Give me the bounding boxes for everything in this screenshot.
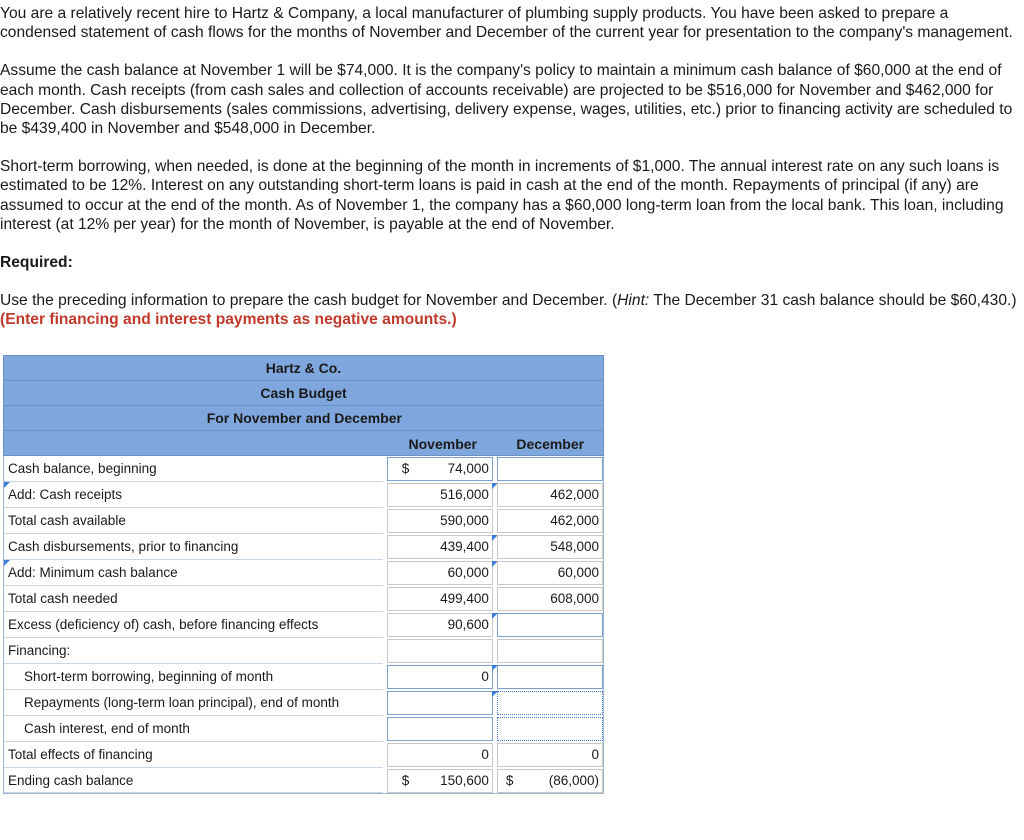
table-row [3,456,604,482]
table-row [3,508,604,534]
row-label: Ending cash balance [4,768,383,793]
cell-nov[interactable] [387,483,493,507]
cell-nov[interactable] [387,613,493,637]
company-name: Hartz & Co. [265,360,342,376]
cell-nov[interactable] [387,717,493,741]
table-row [3,534,604,560]
cell-dec[interactable] [497,613,603,637]
cell-value: 0 [591,747,600,762]
table-row [3,482,604,508]
table-row [3,664,604,690]
row-label: Add: Minimum cash balance [4,560,383,586]
cell-value: 150,600 [440,773,489,788]
cell-nov[interactable] [387,769,493,793]
dollar-sign: $ [401,461,410,476]
cell-nov[interactable] [387,691,493,715]
cell-dec[interactable] [497,509,603,533]
cell-dec [497,639,603,663]
row-label: Excess (deficiency of) cash, before financing effects [4,612,383,638]
problem-paragraph-1: You are a relatively recent hire to Hartz & Company, a local manufacturer of plumbing supply products. You have been asked to prepare a condensed statement of cash flows for the months of November and December of the current year for presentation to the company's management. [0,5,1013,42]
cell-value: 90,600 [447,617,489,632]
cell-dec[interactable] [497,769,603,793]
row-label: Financing: [4,638,383,664]
table-row [3,560,604,586]
table-title-row [3,380,604,405]
cell-nov[interactable] [387,561,493,585]
cell-nov[interactable] [387,535,493,559]
row-label: Total effects of financing [4,742,383,768]
row-label: Cash interest, end of month [4,716,383,742]
cell-dec[interactable] [497,587,603,611]
hint-word: Hint: [617,292,650,310]
cell-dec[interactable] [497,691,603,715]
cell-dec[interactable] [497,457,603,481]
cell-value: 0 [481,669,489,684]
table-row [3,690,604,716]
cell-nov[interactable] [387,665,493,689]
table-row [3,586,604,612]
cell-value: (86,000) [548,773,600,788]
problem-paragraph-2: Assume the cash balance at November 1 will be $74,000. It is the company's policy to maintain a minimum cash balance of $60,000 at the end of each month. Cash receipts (from cash sales and collection of accounts receivable) are projected to be $516,000 for November and $462,000 for December. Cash disbursements (sales commissions, advertising, delivery expense, wages, utilities, etc.) prior to financing activity are scheduled to be $439,400 in November and $548,000 in December. [0,62,1013,138]
cell-value: 60,000 [557,565,600,580]
table-title: Cash Budget [260,385,347,401]
cell-nov[interactable] [387,509,493,533]
problem-paragraph-3: Short-term borrowing, when needed, is done at the beginning of the month in increments of $1,000. The annual interest rate on any such loans is estimated to be 12%. Interest on any outstanding short-term loans is paid in cash at the end of the month. Repayments of principal (if any) are assumed to occur at the end of the month. As of November 1, the company has a $60,000 long-term loan from the local bank. This loan, including interest (at 12% per year) for the month of November, is payable at the end of November. [0,158,1004,233]
table-row [3,768,604,794]
cell-dec[interactable] [497,535,603,559]
table-row [3,638,604,664]
required-instructions [0,291,1020,329]
cash-budget-table [3,355,604,794]
table-row [3,612,604,638]
required-note: (Enter financing and interest payments as negative amounts.) [0,311,457,329]
cell-value: 548,000 [550,539,600,554]
table-period: For November and December [206,410,402,426]
required-text-a: Use the preceding information to prepare the cash budget for November and December. ( [0,292,618,310]
problem-text [0,4,1020,349]
required-text-b: The December 31 cash balance should be $60,430.) [649,292,1017,310]
cell-nov [387,639,493,663]
row-label: Total cash available [4,508,383,534]
row-label: Cash balance, beginning [4,456,383,482]
cell-nov[interactable] [387,587,493,611]
cell-dec[interactable] [497,743,603,767]
cell-dec[interactable] [497,665,603,689]
cell-nov[interactable] [387,457,493,481]
cell-value: 462,000 [550,513,600,528]
cell-dec[interactable] [497,717,603,741]
cell-nov[interactable] [387,743,493,767]
row-label: Add: Cash receipts [4,482,383,508]
row-label: Short-term borrowing, beginning of month [4,664,383,690]
row-label: Total cash needed [4,586,383,612]
dollar-sign: $ [401,773,410,788]
col-header-december: December [516,436,585,452]
table-company-row [3,355,604,380]
cell-dec[interactable] [497,561,603,585]
cell-value: 608,000 [550,591,600,606]
cell-value: 74,000 [447,461,489,476]
column-header-row [3,430,604,456]
cell-value: 60,000 [447,565,489,580]
table-period-row [3,405,604,430]
cell-value: 499,400 [440,591,489,606]
table-row [3,716,604,742]
row-label: Repayments (long-term loan principal), end of month [4,690,383,716]
cell-value: 516,000 [440,487,489,502]
cell-value: 462,000 [550,487,600,502]
cell-value: 0 [481,747,489,762]
cell-dec[interactable] [497,483,603,507]
cell-value: 439,400 [440,539,489,554]
table-row [3,742,604,768]
col-header-november: November [408,436,477,452]
required-heading: Required: [0,254,73,272]
dollar-sign: $ [505,773,514,788]
cell-value: 590,000 [440,513,489,528]
row-label: Cash disbursements, prior to financing [4,534,383,560]
